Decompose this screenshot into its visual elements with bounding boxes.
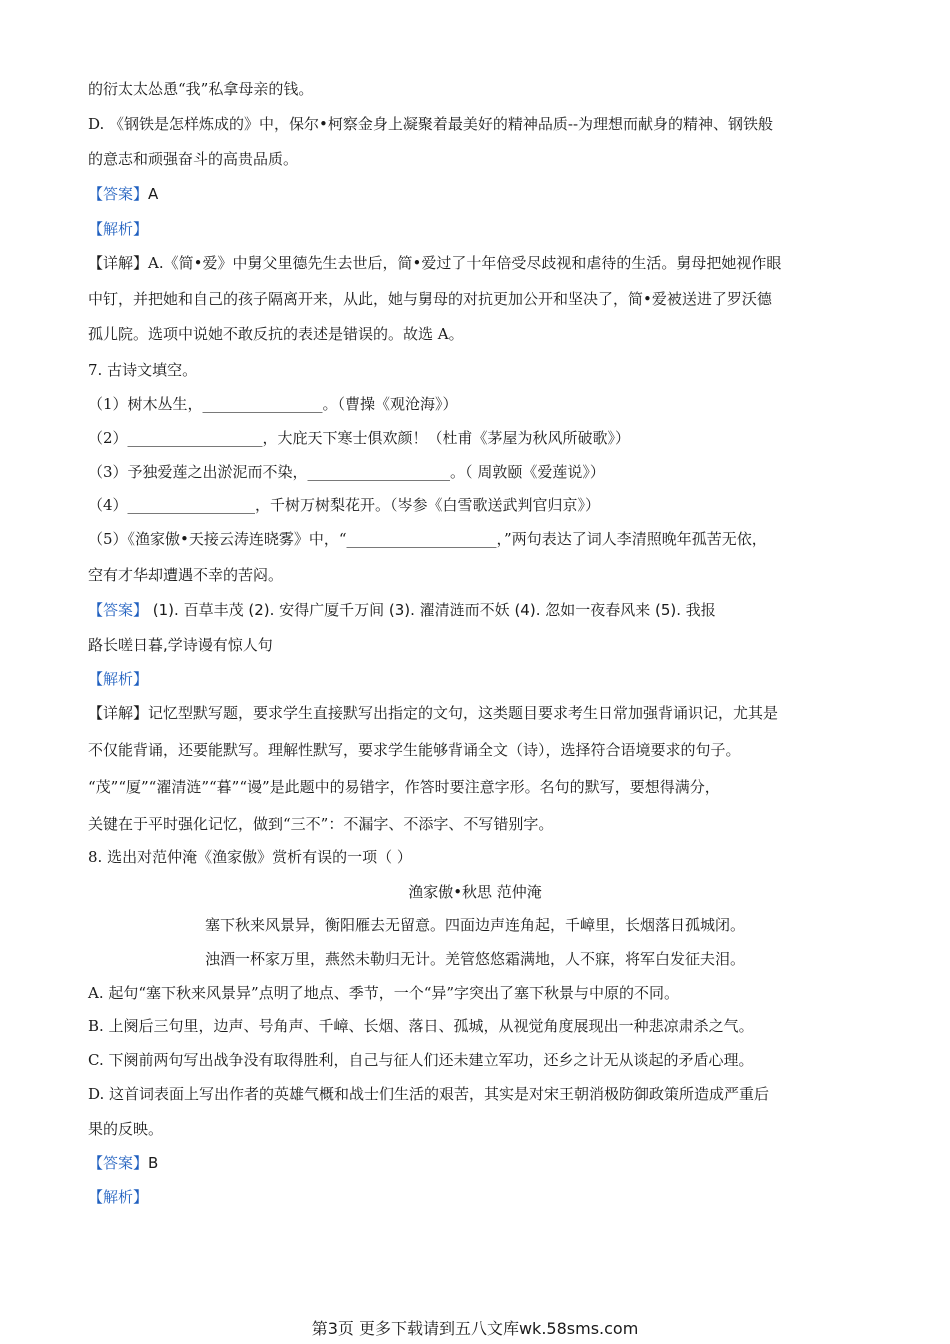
analysis-tag: 【解析】	[88, 670, 149, 688]
answer-tag: 【答案】	[88, 1154, 149, 1172]
q7-item-3: （3）予独爱莲之出淤泥而不染，___________________。（ 周敦颐《爱莲说》）	[88, 463, 605, 481]
analysis-tag: 【解析】	[88, 220, 149, 238]
q7-item-4: （4）_________________，千树万树梨花开。（岑参《白雪歌送武判官归京》）	[88, 496, 601, 514]
q8-option-d-line2: 果的反映。	[88, 1120, 164, 1138]
detail-text: A.《简•爱》中舅父里德先生去世后，简•爱过了十年倍受尽歧视和虐待的生活。舅母把她视作眼	[148, 254, 782, 272]
analysis-tag: 【解析】	[88, 1188, 149, 1206]
answer-value: A	[148, 185, 159, 203]
answer-value: B	[148, 1154, 159, 1172]
q6-option-d-line1: D. 《钢铁是怎样炼成的》中，保尔•柯察金身上凝聚着最美好的精神品质--为理想而献身的精神、钢铁般	[88, 115, 774, 133]
detail-tag: 【详解】	[88, 254, 149, 272]
q6-detail-line2: 中钉，并把她和自己的孩子隔离开来，从此，她与舅母的对抗更加公开和坚决了，简•爱被送进了罗沃德	[88, 290, 772, 308]
q7-item-5-line2: 空有才华却遭遇不幸的苦闷。	[88, 566, 284, 584]
q7-title: 7. 古诗文填空。	[88, 361, 198, 379]
page-footer: 第3页 更多下载请到五八文库wk.58sms.com	[311, 1319, 639, 1338]
q8-option-b: B. 上阕后三句里，边声、号角声、千嶂、长烟、落日、孤城，从视觉角度展现出一种悲凉肃杀之气。	[88, 1017, 754, 1035]
q8-option-a: A. 起句“塞下秋来风景异”点明了地点、季节，一个“异”字突出了塞下秋景与中原的不同。	[88, 984, 680, 1002]
poem-line-1: 塞下秋来风景异，衡阳雁去无留意。四面边声连角起，千嶂里，长烟落日孤城闭。	[204, 916, 745, 934]
q6-detail-line3: 孤儿院。选项中说她不敢反抗的表述是错误的。故选 A。	[88, 325, 464, 343]
q7-detail-line1	[88, 702, 778, 724]
answer-tag: 【答案】	[88, 185, 149, 203]
q8-option-c: C. 下阕前两句写出战争没有取得胜利，自己与征人们还未建立军功，还乡之计无从谈起的矛盾心理。	[88, 1051, 754, 1069]
q7-answer-line1	[88, 599, 716, 621]
q7-detail-line2: 不仅能背诵，还要能默写。理解性默写，要求学生能够背诵全文（诗），选择符合语境要求的句子。	[88, 741, 741, 759]
answer-text: (1). 百草丰茂 (2). 安得广厦千万间 (3). 濯清涟而不妖 (4). 忽如一夜春风来 (5). 我报	[148, 601, 716, 619]
poem-line-2: 浊酒一杯家万里，燕然未勒归无计。羌管悠悠霜满地，人不寐，将军白发征夫泪。	[204, 950, 745, 968]
detail-text: 记忆型默写题，要求学生直接默写出指定的文句，这类题目要求考生日常加强背诵识记，尤其是	[148, 704, 779, 722]
q6-detail-line1	[88, 252, 781, 274]
q7-detail-line3: “茂”“厦”“濯清涟”“暮”“谩”是此题中的易错字，作答时要注意字形。名句的默写，要想得满分，	[88, 778, 720, 796]
answer-tag: 【答案】	[88, 601, 149, 619]
q8-title: 8. 选出对范仲淹《渔家傲》赏析有误的一项（ ）	[88, 848, 412, 866]
q8-answer	[88, 1152, 158, 1174]
q7-item-1: （1）树木丛生，________________。（曹操《观沧海》）	[88, 395, 458, 413]
q6-option-d-line2: 的意志和顽强奋斗的高贵品质。	[88, 150, 299, 168]
poem-title: 渔家傲•秋思 范仲淹	[408, 883, 542, 901]
q7-item-5-line1: （5）《渔家傲•天接云涛连晓雾》中，“____________________，”两句表达了词人李清照晚年孤苦无依，	[88, 530, 767, 548]
q6-text-line: 的衍太太怂恿“我”私拿母亲的钱。	[88, 80, 314, 98]
q7-detail-line4: 关键在于平时强化记忆，做到“三不”：不漏字、不添字、不写错别字。	[88, 815, 554, 833]
q7-answer-line2: 路长嗟日暮,学诗谩有惊人句	[88, 636, 273, 654]
q7-item-2: （2）__________________，大庇天下寒士俱欢颜！（杜甫《茅屋为秋风所破歌》）	[88, 429, 631, 447]
q6-answer	[88, 183, 158, 205]
q8-option-d-line1: D. 这首词表面上写出作者的英雄气概和战士们生活的艰苦，其实是对宋王朝消极防御政策所造成严重后	[88, 1085, 770, 1103]
detail-tag: 【详解】	[88, 704, 149, 722]
